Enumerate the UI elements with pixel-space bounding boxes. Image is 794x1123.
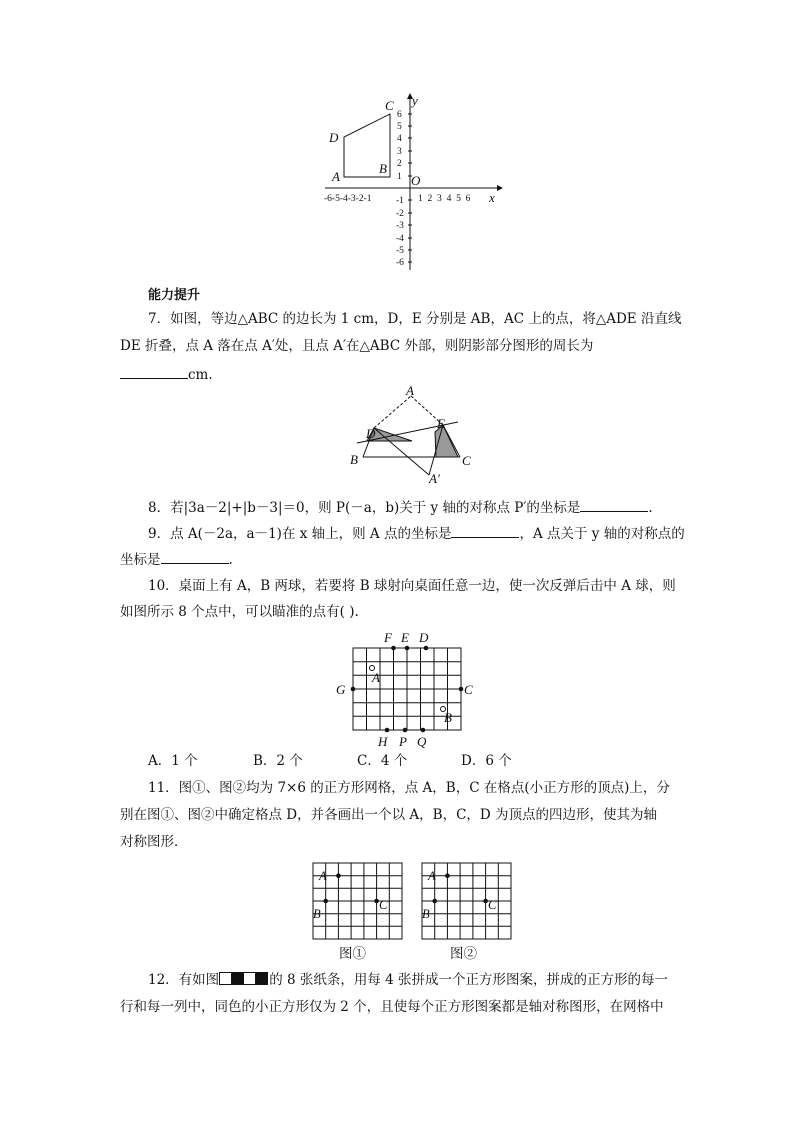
y-tick-label: 1: [397, 172, 402, 182]
q9-text-b: ，A 点关于 y 轴的对称点的: [519, 526, 685, 542]
q10-label-f: F: [384, 630, 392, 645]
point-e: [405, 646, 410, 651]
q10-option-b[interactable]: B．2 个: [253, 753, 303, 769]
point-label-b: B: [379, 161, 387, 176]
q7-line3: [120, 364, 213, 384]
y-tick-label: -6: [396, 258, 404, 268]
q11-fig1-label-c: C: [379, 898, 388, 912]
y-tick-label: 3: [397, 147, 402, 157]
q9-line1: [148, 523, 685, 543]
point-d: [424, 646, 429, 651]
y-tick-labels: [396, 110, 404, 268]
y-tick-label: 4: [397, 134, 402, 144]
q9-answer-blank-2[interactable]: [161, 549, 229, 564]
q11-fig2-label-a: A: [428, 869, 436, 883]
q10-line1: 10．桌面上有 A，B 两球，若要将 B 球射向桌面任意一边，使一次反弹后击中 A 球，则: [148, 578, 676, 594]
x-tick-labels-positive: 1 2 3 4 5 6: [418, 194, 472, 204]
section-heading: 能力提升: [148, 288, 201, 303]
q7-label-c: C: [462, 453, 471, 468]
y-tick-label: -4: [396, 234, 404, 244]
dashed-segment-da: [374, 396, 411, 428]
y-tick-label: 2: [397, 159, 402, 169]
x-axis-arrow: [497, 185, 503, 191]
q11-line3: 对称图形．: [120, 834, 188, 850]
y-tick-label: -2: [396, 209, 404, 219]
q12-line1: [148, 971, 668, 989]
q7-label-e: E: [437, 416, 445, 431]
y-tick-label: 6: [397, 110, 402, 120]
q10-label-a: A: [372, 670, 380, 685]
y-tick-label: -5: [396, 246, 404, 256]
point-label-c: C: [385, 98, 394, 113]
point-c: [459, 687, 464, 692]
q10-label-h: H: [378, 734, 388, 749]
point-g: [351, 687, 356, 692]
q7-label-b: B: [350, 452, 358, 467]
q11-caption-1: 图①: [339, 946, 366, 962]
q10-label-b: B: [444, 710, 452, 725]
q12-text-a: 12．有如图: [148, 972, 220, 988]
q10-line2: 如图所示 8 个点中，可以瞄准的点有( ).: [120, 604, 359, 620]
q7-answer-blank[interactable]: [120, 364, 188, 379]
y-axis-label: y: [412, 93, 418, 108]
point-label-d: D: [329, 130, 339, 145]
segment-da-prime: [374, 428, 429, 475]
x-tick-labels-negative: -6-5-4-3-2-1: [324, 194, 372, 204]
q10-option-d[interactable]: D．6 个: [461, 753, 512, 769]
point-label-a: A: [332, 169, 340, 184]
q11-fig2-point-a: [445, 873, 450, 878]
y-tick-label: -3: [396, 221, 404, 231]
point-f: [391, 646, 396, 651]
q11-fig2-label-b: B: [422, 907, 430, 921]
q8-suffix: .: [648, 500, 653, 516]
q10-option-a[interactable]: A．1 个: [148, 753, 198, 769]
q7-label-a: A: [406, 384, 414, 398]
origin-label: O: [411, 173, 421, 188]
q11-figure-1[interactable]: [310, 860, 405, 940]
point-p: [403, 728, 408, 733]
y-tick-label: -1: [396, 196, 404, 206]
q8-line: [148, 497, 653, 517]
q11-fig2-label-c: C: [488, 898, 497, 912]
q9-answer-blank-1[interactable]: [451, 523, 519, 538]
q7-line2: DE 折叠，点 A 落在点 A′处，且点 A′在△ABC 外部，则阴影部分图形的周长为: [120, 338, 594, 354]
q11-figure-2[interactable]: [419, 860, 514, 940]
q11-fig1-point-a: [336, 873, 341, 878]
q10-label-e: E: [401, 630, 409, 645]
q11-fig1-point-b: [323, 899, 328, 904]
q11-fig1-label-b: B: [313, 907, 321, 921]
paper-strip-icon: [219, 972, 269, 985]
q9-text-c: 坐标是: [120, 552, 161, 568]
q11-fig2-point-b: [432, 899, 437, 904]
y-tick-label: 5: [397, 122, 402, 132]
q10-label-d: D: [419, 630, 429, 645]
q8-text: 8．若|3a－2|+|b－3|＝0，则 P(－a，b)关于 y 轴的对称点 P′的坐标是: [148, 500, 581, 516]
q8-answer-blank[interactable]: [580, 497, 648, 512]
point-h: [385, 728, 390, 733]
q10-label-p: P: [399, 734, 407, 749]
q11-caption-2: 图②: [450, 946, 477, 962]
q9-suffix: .: [228, 552, 233, 568]
q7-unit: cm.: [188, 367, 213, 383]
q11-fig1-label-a: A: [319, 869, 327, 883]
q10-label-q: Q: [417, 734, 427, 749]
q10-label-g: G: [336, 682, 346, 697]
q9-line2: [120, 549, 233, 569]
q7-label-a-prime: A′: [429, 471, 440, 484]
q10-label-c: C: [464, 682, 473, 697]
q10-option-c[interactable]: C．4 个: [357, 753, 408, 769]
x-axis-label: x: [489, 190, 495, 205]
q11-line2: 别在图①、图②中确定格点 D，并各画出一个以 A，B，C，D 为顶点的四边形，使其为轴: [120, 807, 658, 823]
coordinate-figure: [315, 90, 505, 275]
point-q: [421, 728, 426, 733]
q7-line1: 7．如图，等边△ABC 的边长为 1 cm，D，E 分别是 AB，AC 上的点，将△ADE 沿直线: [148, 311, 682, 327]
q11-line1: 11．图①、图②均为 7×6 的正方形网格，点 A，B，C 在格点(小正方形的顶点)上，分: [148, 780, 670, 796]
q7-label-d: D: [366, 426, 376, 441]
q12-line2: 行和每一列中，同色的小正方形仅为 2 个，且使每个正方形图案都是轴对称图形，在网格中: [120, 999, 664, 1015]
q9-text-a: 9．点 A(－2a，a－1)在 x 轴上，则 A 点的坐标是: [148, 526, 452, 542]
q7-figure: [340, 384, 480, 484]
q10-table-figure: [334, 626, 484, 751]
q12-text-b: 的 8 张纸条，用每 4 张拼成一个正方形图案，拼成的正方形的每一: [269, 972, 669, 988]
